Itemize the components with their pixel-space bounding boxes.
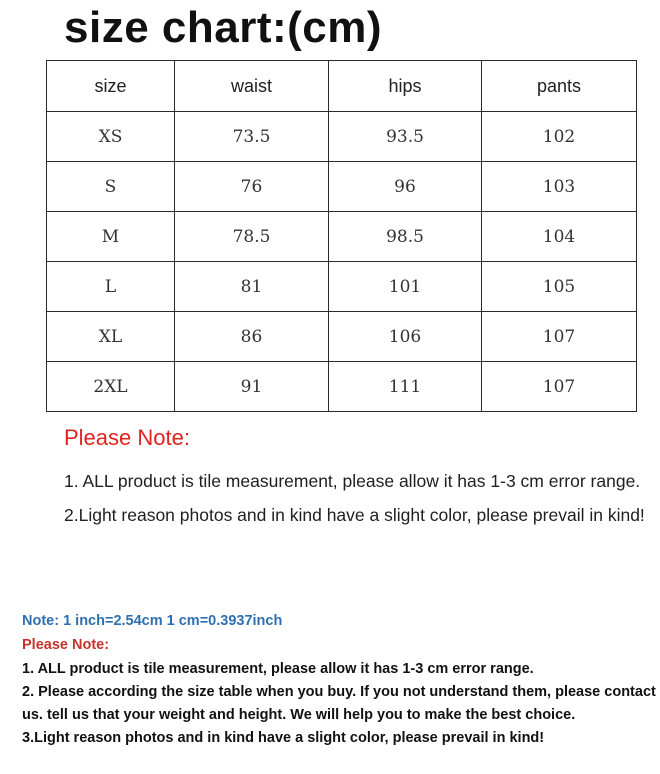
note-item: 1. ALL product is tile measurement, please allow it has 1-3 cm error range. [64, 471, 641, 491]
unit-conversion-note: Note: 1 inch=2.54cm 1 cm=0.3937inch [22, 613, 283, 629]
secondary-note-list [22, 658, 656, 750]
note-heading: Please Note: [64, 425, 190, 450]
cell-size: XL [47, 312, 175, 362]
cell-waist: 81 [175, 262, 329, 312]
cell-pants: 104 [482, 212, 637, 262]
cell-size: S [47, 162, 175, 212]
cell-hips: 96 [329, 162, 482, 212]
cell-size: L [47, 262, 175, 312]
note-list [64, 464, 654, 532]
cell-pants: 105 [482, 262, 637, 312]
header-hips: hips [329, 61, 482, 112]
secondary-note-item: 1. ALL product is tile measurement, please allow it has 1-3 cm error range. [22, 661, 534, 677]
cell-waist: 76 [175, 162, 329, 212]
cell-size: 2XL [47, 362, 175, 412]
table-row [47, 262, 637, 312]
cell-size: M [47, 212, 175, 262]
secondary-note-item: 3.Light reason photos and in kind have a slight color, please prevail in kind! [22, 730, 545, 746]
cell-waist: 73.5 [175, 112, 329, 162]
header-waist: waist [175, 61, 329, 112]
table-row [47, 212, 637, 262]
cell-hips: 106 [329, 312, 482, 362]
secondary-note-heading: Please Note: [22, 637, 110, 653]
cell-pants: 102 [482, 112, 637, 162]
cell-hips: 98.5 [329, 212, 482, 262]
cell-hips: 101 [329, 262, 482, 312]
table-row [47, 112, 637, 162]
table-row [47, 362, 637, 412]
table-row [47, 162, 637, 212]
page-title: size chart:(cm) [64, 3, 383, 52]
cell-waist: 78.5 [175, 212, 329, 262]
cell-hips: 111 [329, 362, 482, 412]
table-header-row [47, 61, 637, 112]
cell-hips: 93.5 [329, 112, 482, 162]
header-pants: pants [482, 61, 637, 112]
cell-waist: 91 [175, 362, 329, 412]
cell-pants: 107 [482, 362, 637, 412]
header-size: size [47, 61, 175, 112]
note-item: 2.Light reason photos and in kind have a slight color, please prevail in kind! [64, 505, 645, 525]
cell-pants: 107 [482, 312, 637, 362]
cell-waist: 86 [175, 312, 329, 362]
cell-pants: 103 [482, 162, 637, 212]
size-chart-table [46, 60, 637, 412]
secondary-note-item: 2. Please according the size table when you buy. If you not understand them, please contact us. tell us that your weight and height. We will help you to make the best choice. [22, 684, 656, 723]
table-row [47, 312, 637, 362]
cell-size: XS [47, 112, 175, 162]
